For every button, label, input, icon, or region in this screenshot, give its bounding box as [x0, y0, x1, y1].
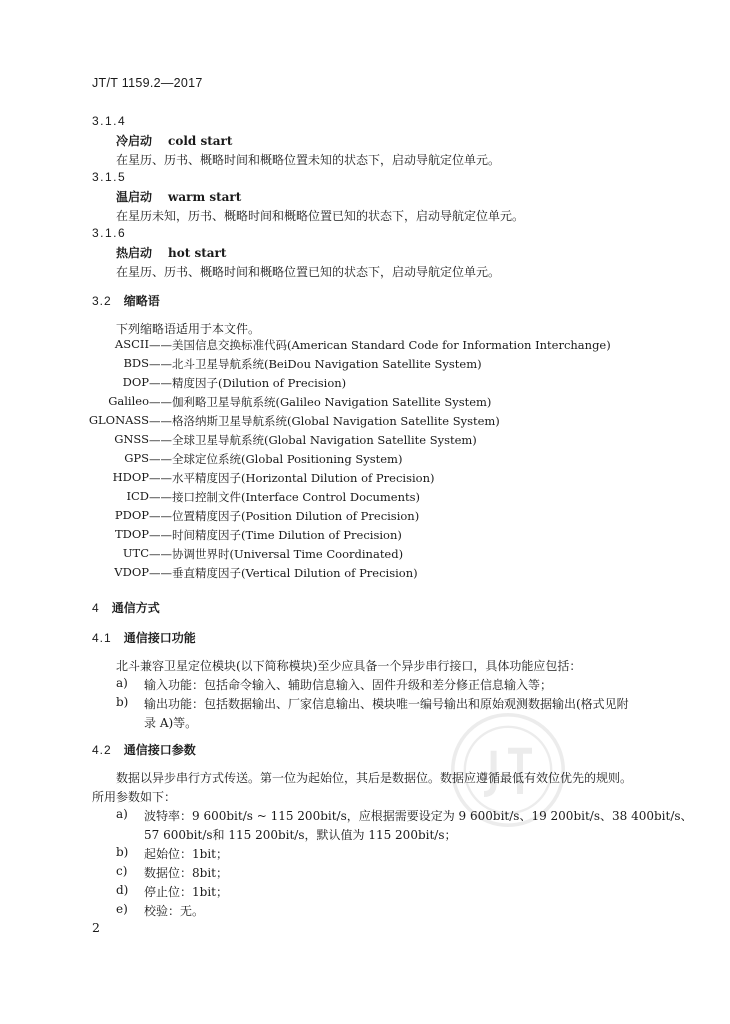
abbreviation-term: GLONASS: [88, 413, 149, 427]
section-number: 4: [92, 601, 100, 615]
list-item: [116, 883, 416, 903]
section-title: 通信接口功能: [123, 631, 196, 645]
term-number: 3.1.5: [92, 170, 127, 184]
abbreviation-description: ——伽利略卫星导航系统(Galileo Navigation Satellite System): [149, 395, 492, 409]
abbreviation-term: GNSS: [114, 432, 149, 446]
abbreviation-row: [0, 470, 700, 488]
abbreviation-description: ——格洛纳斯卫星导航系统(Global Navigation Satellite System): [149, 414, 500, 428]
item-text: 输出功能：包括数据输出、厂家信息输出、模块唯一编号输出和原始观测数据输出(格式见附: [144, 697, 629, 711]
abbreviation-term: UTC: [122, 546, 149, 560]
section-heading: [92, 599, 160, 616]
abbreviation-description: ——协调世界时(Universal Time Coordinated): [149, 547, 404, 561]
item-label: d): [116, 883, 129, 897]
abbreviation-row: [0, 337, 700, 355]
term-number: 3.1.4: [92, 114, 127, 128]
item-label: c): [116, 864, 128, 878]
abbreviation-description: ——位置精度因子(Position Dilution of Precision): [149, 509, 420, 523]
watermark-seal-icon: [448, 710, 568, 830]
abbreviation-row: [0, 508, 700, 526]
abbreviation-term: TDOP: [114, 527, 149, 541]
item-text: 数据位：8bit；: [144, 866, 228, 880]
item-text: 输入功能：包括命令输入、辅助信息输入、固件升级和差分修正信息输入等；: [144, 678, 553, 692]
list-item: [116, 902, 416, 922]
abbreviation-description: ——全球卫星导航系统(Global Navigation Satellite System): [149, 433, 477, 447]
abbreviation-row: [0, 413, 700, 431]
item-label: a): [116, 676, 128, 690]
item-text: 波特率：9 600bit/s ~ 115 200bit/s，应根据需要设定为 9 600bit/s、19 200bit/s、38 400bit/s、: [144, 809, 693, 823]
term-definition: 在星历未知，历书、概略时间和概略位置已知的状态下，启动导航定位单元。: [116, 209, 525, 223]
section-heading: [92, 741, 196, 758]
section-intro: 下列缩略语适用于本文件。: [116, 322, 261, 336]
document-code: JT/T 1159.2—2017: [92, 76, 203, 90]
term-en: cold start: [168, 134, 233, 148]
list-item: [116, 676, 636, 696]
abbreviation-term: ICD: [126, 489, 149, 503]
abbreviation-description: ——美国信息交换标准代码(American Standard Code for Information Interchange): [149, 338, 611, 352]
abbreviation-row: [0, 546, 700, 564]
abbreviation-row: [0, 565, 700, 583]
section-number: 4.2: [92, 743, 112, 757]
abbreviation-row: [0, 489, 700, 507]
section-number: 3.2: [92, 294, 112, 308]
abbreviation-description: ——水平精度因子(Horizontal Dilution of Precision): [149, 471, 435, 485]
abbreviation-description: ——精度因子(Dilution of Precision): [149, 376, 347, 390]
section-heading: [92, 629, 196, 646]
item-text: 停止位：1bit；: [144, 885, 228, 899]
term-en: warm start: [168, 190, 242, 204]
abbreviation-term: BDS: [123, 356, 149, 370]
abbreviation-term: VDOP: [114, 565, 149, 579]
section-title: 通信方式: [111, 601, 160, 615]
abbreviation-row: [0, 527, 700, 545]
abbreviation-description: ——全球定位系统(Global Positioning System): [149, 452, 403, 466]
term-number: 3.1.6: [92, 226, 127, 240]
section-title: 缩略语: [123, 294, 160, 308]
item-label: a): [116, 807, 128, 821]
section-intro-continued: 所用参数如下：: [92, 790, 177, 804]
item-text-continued: 57 600bit/s和 115 200bit/s，默认值为 115 200bit/s；: [144, 828, 457, 842]
section-heading: [92, 292, 160, 309]
abbreviation-description: ——时间精度因子(Time Dilution of Precision): [149, 528, 402, 542]
item-label: e): [116, 902, 128, 916]
term-title: [116, 132, 232, 149]
abbreviation-row: [0, 451, 700, 469]
section-intro: 北斗兼容卫星定位模块(以下简称模块)至少应具备一个异步串行接口，具体功能应包括：: [116, 659, 582, 673]
term-definition: 在星历、历书、概略时间和概略位置已知的状态下，启动导航定位单元。: [116, 265, 501, 279]
section-number: 4.1: [92, 631, 112, 645]
term-en: hot start: [168, 246, 227, 260]
section-title: 通信接口参数: [123, 743, 196, 757]
abbreviation-description: ——北斗卫星导航系统(BeiDou Navigation Satellite System): [149, 357, 482, 371]
list-item: [116, 845, 416, 865]
abbreviation-row: [0, 375, 700, 393]
page-number: 2: [92, 920, 100, 935]
term-title: [116, 244, 226, 261]
abbreviation-term: HDOP: [112, 470, 149, 484]
abbreviation-description: ——垂直精度因子(Vertical Dilution of Precision): [149, 566, 418, 580]
item-label: b): [116, 695, 129, 709]
term-definition: 在星历、历书、概略时间和概略位置未知的状态下，启动导航定位单元。: [116, 153, 501, 167]
section-intro: 数据以异步串行方式传送。第一位为起始位，其后是数据位。数据应遵循最低有效位优先的规则。: [116, 771, 633, 785]
term-zh: 温启动: [116, 190, 153, 204]
term-title: [116, 188, 241, 205]
item-text-continued: 录 A)等。: [144, 716, 198, 730]
item-text: 起始位：1bit；: [144, 847, 228, 861]
list-item: [116, 864, 416, 884]
abbreviation-term: ASCII: [114, 337, 149, 351]
item-label: b): [116, 845, 129, 859]
abbreviation-row: [0, 356, 700, 374]
term-zh: 热启动: [116, 246, 153, 260]
abbreviation-term: PDOP: [114, 508, 149, 522]
item-text: 校验：无。: [144, 904, 205, 918]
abbreviation-description: ——接口控制文件(Interface Control Documents): [149, 490, 420, 504]
abbreviation-row: [0, 394, 700, 412]
abbreviation-term: Galileo: [108, 394, 149, 408]
abbreviation-term: GPS: [124, 451, 149, 465]
abbreviation-term: DOP: [122, 375, 149, 389]
abbreviation-row: [0, 432, 700, 450]
term-zh: 冷启动: [116, 134, 153, 148]
